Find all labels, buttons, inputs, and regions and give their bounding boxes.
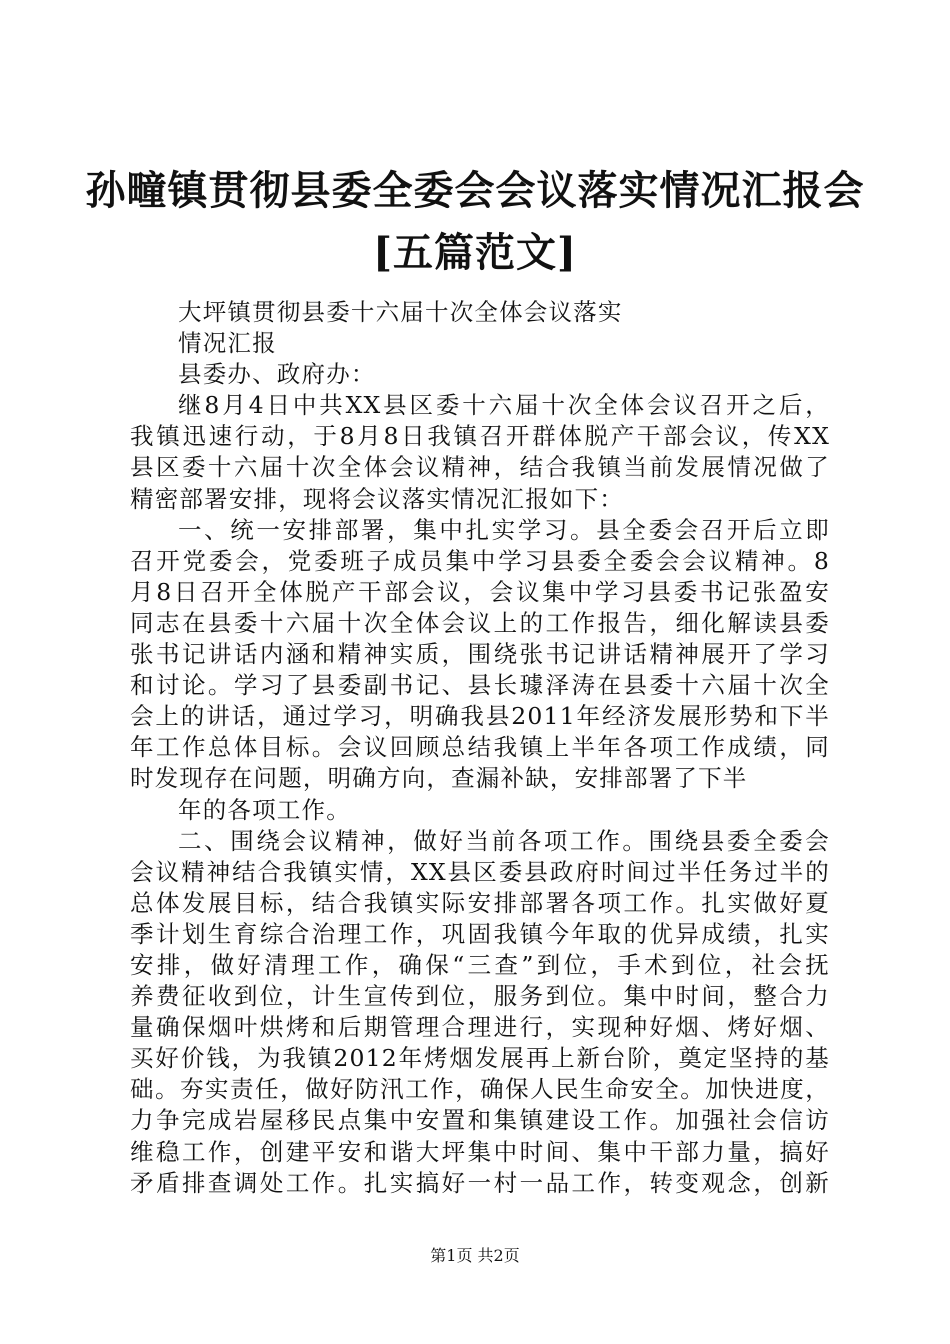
text-line: 召开党委会，党委班子成员集中学习县委全委会会议精神。8 bbox=[130, 546, 830, 575]
document-title bbox=[0, 160, 950, 284]
text-line: 力争完成岩屋移民点集中安置和集镇建设工作。加强社会信访 bbox=[130, 1106, 830, 1135]
text-line: 继8月4日中共XX县区委十六届十次全体会议召开之后， bbox=[178, 391, 830, 420]
text-line: 同志在县委十六届十次全体会议上的工作报告，细化解读县委 bbox=[130, 608, 830, 637]
text-line: 安排，做好清理工作，确保“三查”到位，手术到位，社会抚 bbox=[130, 950, 830, 979]
page-footer: 第1页 共2页 bbox=[430, 1246, 520, 1265]
text-line: 会上的讲话，通过学习，明确我县2011年经济发展形势和下半 bbox=[130, 702, 830, 731]
text-line: 维稳工作，创建平安和谐大坪集中时间、集中干部力量，搞好 bbox=[130, 1137, 830, 1166]
text-line: 础。夯实责任，做好防汛工作，确保人民生命安全。加快进度， bbox=[130, 1075, 830, 1104]
title-line-2: [五篇范文] bbox=[373, 229, 577, 276]
text-line: 县委办、政府办： bbox=[178, 360, 376, 389]
text-line: 季计划生育综合治理工作，巩固我镇今年取的优异成绩，扎实 bbox=[130, 919, 830, 948]
text-line: 大坪镇贯彻县委十六届十次全体会议落实 bbox=[178, 298, 623, 326]
text-line: 县区委十六届十次全体会议精神，结合我镇当前发展情况做了 bbox=[130, 453, 830, 482]
text-line: 量确保烟叶烘烤和后期管理合理进行，实现种好烟、烤好烟、 bbox=[130, 1013, 830, 1042]
text-line: 月8日召开全体脱产干部会议，会议集中学习县委书记张盈安 bbox=[130, 577, 830, 606]
text-line: 情况汇报 bbox=[178, 329, 277, 358]
text-line: 会议精神结合我镇实情，XX县区委县政府时间过半任务过半的 bbox=[130, 857, 830, 886]
text-line: 张书记讲话内涵和精神实质，围绕张书记讲话精神展开了学习 bbox=[130, 640, 830, 669]
text-line: 矛盾排查调处工作。扎实搞好一村一品工作，转变观念，创新 bbox=[130, 1168, 830, 1197]
text-line: 年的各项工作。 bbox=[178, 795, 351, 824]
text-line: 时发现存在问题，明确方向，查漏补缺，安排部署了下半 bbox=[130, 764, 748, 793]
text-line: 买好价钱，为我镇2012年烤烟发展再上新台阶，奠定坚持的基 bbox=[130, 1044, 830, 1073]
text-line: 总体发展目标，结合我镇实际安排部署各项工作。扎实做好夏 bbox=[130, 888, 830, 917]
text-line: 年工作总体目标。会议回顾总结我镇上半年各项工作成绩，同 bbox=[130, 733, 830, 762]
text-line: 和讨论。学习了县委副书记、县长璩泽涛在县委十六届十次全 bbox=[130, 671, 830, 700]
text-line: 精密部署安排，现将会议落实情况汇报如下： bbox=[130, 484, 624, 513]
text-line: 我镇迅速行动，于8月8日我镇召开群体脱产干部会议，传XX bbox=[130, 422, 830, 451]
text-line: 二、围绕会议精神，做好当前各项工作。围绕县委全委会 bbox=[178, 826, 830, 855]
document-body bbox=[130, 297, 830, 1199]
text-line: 养费征收到位，计生宣传到位，服务到位。集中时间，整合力 bbox=[130, 982, 830, 1011]
title-line-1: 孙疃镇贯彻县委全委会会议落实情况汇报会 bbox=[85, 167, 865, 214]
text-line: 一、统一安排部署，集中扎实学习。县全委会召开后立即 bbox=[178, 515, 830, 544]
